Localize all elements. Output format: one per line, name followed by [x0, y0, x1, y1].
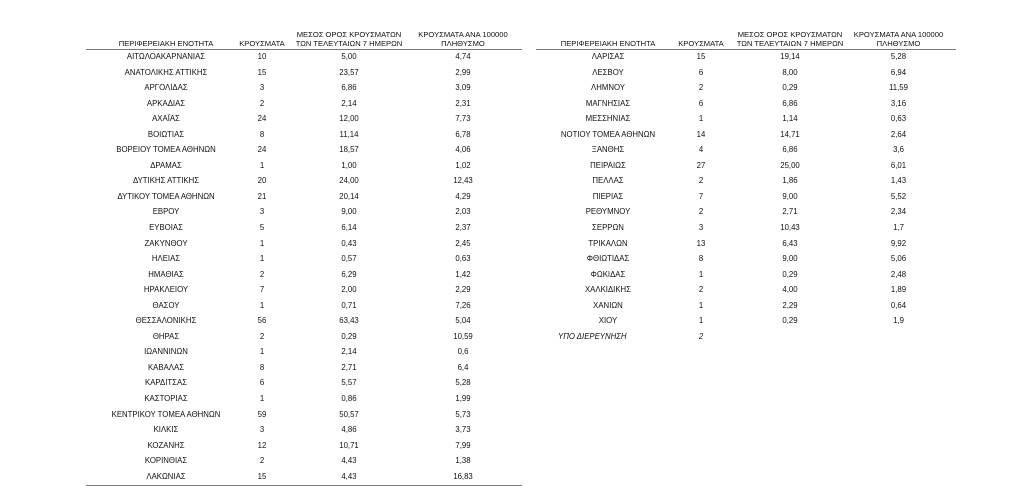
header-region: ΠΕΡΙΦΕΡΕΙΑΚΗ ΕΝΟΤΗΤΑ [560, 39, 656, 48]
cases-cell: 1 [698, 300, 704, 310]
table-row [536, 268, 956, 284]
under-investigation-label: ΥΠΟ ΔΙΕΡΕΥΝΗΣΗ [558, 331, 627, 341]
cases-cell: 12 [257, 440, 267, 450]
region-cell: ΑΡΓΟΛΙΔΑΣ [144, 83, 188, 93]
table-body [86, 50, 522, 486]
avg-7-days-cell: 24,00 [339, 176, 359, 186]
per-100k-cell: 7,26 [455, 300, 471, 310]
per-100k-cell: 1,99 [455, 394, 471, 404]
region-cell: ΚΑΡΔΙΤΣΑΣ [145, 378, 187, 388]
cases-cell: 1 [259, 238, 265, 248]
cases-cell: 2 [259, 269, 265, 279]
avg-7-days-cell: 4,86 [341, 425, 357, 435]
table-row [86, 439, 522, 455]
header-avg-7-days: ΜΕΣΟΣ ΟΡΟΣ ΚΡΟΥΣΜΑΤΩΝ ΤΩΝ ΤΕΛΕΥΤΑΙΩΝ 7 ΗΜΕΡΩΝ [736, 30, 844, 48]
cases-cell: 1 [698, 114, 704, 124]
table-row [536, 221, 956, 237]
per-100k-cell: 1,02 [455, 160, 471, 170]
region-cell: ΜΑΓΝΗΣΙΑΣ [585, 98, 631, 108]
region-cell: ΦΩΚΙΔΑΣ [590, 269, 626, 279]
table-row [86, 361, 522, 377]
table-body [536, 50, 956, 345]
table-row [536, 128, 956, 144]
avg-7-days-cell: 0,29 [782, 269, 798, 279]
avg-7-days-cell: 0,86 [341, 394, 357, 404]
per-100k-cell: 9,92 [890, 238, 907, 248]
table-row [536, 237, 956, 253]
avg-7-days-cell: 5,57 [341, 378, 357, 388]
table-row [86, 252, 522, 268]
per-100k-cell: 5,28 [455, 378, 471, 388]
avg-7-days-cell: 50,57 [339, 409, 359, 419]
avg-7-days-cell: 6,43 [782, 238, 798, 248]
region-cell: ΘΑΣΟΥ [152, 300, 180, 310]
avg-7-days-cell: 0,57 [341, 254, 357, 264]
region-cell: ΧΑΝΙΩΝ [593, 300, 623, 310]
per-100k-cell: 3,09 [455, 83, 471, 93]
cases-cell: 24 [257, 145, 267, 155]
region-cell: ΖΑΚΥΝΘΟΥ [144, 238, 188, 248]
cases-cell: 2 [698, 285, 704, 295]
per-100k-cell: 6,01 [890, 160, 907, 170]
per-100k-cell: 5,52 [890, 191, 907, 201]
region-cell: ΗΡΑΚΛΕΙΟΥ [143, 285, 189, 295]
avg-7-days-cell: 6,86 [782, 145, 798, 155]
table-row [86, 376, 522, 392]
table-row [86, 205, 522, 221]
cases-cell: 7 [259, 285, 265, 295]
per-100k-cell: 6,4 [457, 362, 469, 372]
region-cell: ΚΟΡΙΝΘΙΑΣ [144, 456, 188, 466]
table-row [86, 81, 522, 97]
cases-cell: 8 [698, 254, 704, 264]
per-100k-cell: 5,73 [455, 409, 471, 419]
cases-cell: 1 [259, 160, 265, 170]
cases-table-left [86, 12, 522, 486]
region-cell: ΒΟΡΕΙΟΥ ΤΟΜΕΑ ΑΘΗΝΩΝ [116, 145, 216, 155]
avg-7-days-cell: 6,14 [341, 223, 357, 233]
per-100k-cell: 0,64 [890, 300, 907, 310]
per-100k-cell: 5,04 [455, 316, 471, 326]
header-per-100k: ΚΡΟΥΣΜΑΤΑ ΑΝΑ 100000 ΠΛΗΘΥΣΜΟ [418, 30, 508, 48]
region-cell: ΕΥΒΟΙΑΣ [149, 223, 183, 233]
per-100k-cell: 10,59 [453, 331, 473, 341]
cases-cell: 3 [698, 223, 704, 233]
avg-7-days-cell: 1,86 [782, 176, 798, 186]
cases-cell: 1 [698, 269, 704, 279]
per-100k-cell: 7,99 [455, 440, 471, 450]
per-100k-cell: 4,06 [455, 145, 471, 155]
region-cell: ΑΡΚΑΔΙΑΣ [146, 98, 186, 108]
avg-7-days-cell: 9,00 [782, 254, 798, 264]
table-row [536, 252, 956, 268]
per-100k-cell: 1,38 [455, 456, 471, 466]
region-cell: ΞΑΝΘΗΣ [591, 145, 625, 155]
cases-cell: 3 [259, 83, 265, 93]
table-row [536, 112, 956, 128]
avg-7-days-cell: 14,71 [780, 129, 800, 139]
avg-7-days-cell: 2,14 [341, 347, 357, 357]
per-100k-cell: 2,03 [455, 207, 471, 217]
per-100k-cell: 0,63 [455, 254, 471, 264]
table-header [86, 12, 522, 50]
cases-cell: 1 [259, 347, 265, 357]
avg-7-days-cell: 19,14 [780, 52, 800, 61]
table-row [86, 454, 522, 470]
avg-7-days-cell: 6,86 [782, 98, 798, 108]
region-cell: ΤΡΙΚΑΛΩΝ [588, 238, 628, 248]
region-cell: ΙΩΑΝΝΙΝΩΝ [144, 347, 188, 357]
avg-7-days-cell: 12,00 [339, 114, 359, 124]
table-row [86, 190, 522, 206]
region-cell: ΑΙΤΩΛΟΑΚΑΡΝΑΝΙΑΣ [126, 52, 206, 61]
per-100k-cell: 0,63 [890, 114, 907, 124]
avg-7-days-cell: 0,29 [782, 83, 798, 93]
table-row [86, 299, 522, 315]
table-row [536, 159, 956, 175]
region-cell: ΔΥΤΙΚΟΥ ΤΟΜΕΑ ΑΘΗΝΩΝ [117, 191, 215, 201]
per-100k-cell: 2,45 [455, 238, 471, 248]
per-100k-cell: 0,6 [457, 347, 469, 357]
table-row [536, 190, 956, 206]
per-100k-cell: 2,64 [890, 129, 907, 139]
table-row [536, 205, 956, 221]
region-cell: ΚΑΒΑΛΑΣ [147, 362, 185, 372]
region-cell: ΡΕΘΥΜΝΟΥ [585, 207, 631, 217]
avg-7-days-cell: 20,14 [339, 191, 359, 201]
per-100k-cell: 3,16 [890, 98, 907, 108]
cases-cell: 1 [259, 394, 265, 404]
table-row [536, 81, 956, 97]
region-cell: ΧΙΟΥ [598, 316, 618, 326]
region-cell: ΜΕΣΣΗΝΙΑΣ [585, 114, 631, 124]
cases-cell: 2 [698, 83, 704, 93]
avg-7-days-cell: 8,00 [782, 67, 798, 77]
per-100k-cell: 1,9 [893, 316, 904, 326]
cases-cell: 1 [259, 300, 265, 310]
cases-cell: 21 [257, 191, 267, 201]
table-row [86, 330, 522, 346]
per-100k-cell: 3,6 [893, 145, 904, 155]
table-row [86, 128, 522, 144]
region-cell: ΛΕΣΒΟΥ [592, 67, 624, 77]
avg-7-days-cell: 10,43 [780, 223, 800, 233]
avg-7-days-cell: 0,71 [341, 300, 357, 310]
cases-cell: 14 [696, 129, 706, 139]
cases-cell: 27 [696, 160, 706, 170]
per-100k-cell: 6,94 [890, 67, 907, 77]
cases-cell: 2 [259, 98, 265, 108]
table-row [86, 408, 522, 424]
cases-cell: 6 [698, 67, 704, 77]
cases-cell: 10 [257, 52, 267, 61]
region-cell: ΛΑΚΩΝΙΑΣ [146, 471, 186, 481]
per-100k-cell: 1,89 [890, 285, 907, 295]
avg-7-days-cell: 0,29 [782, 316, 798, 326]
region-cell: ΣΕΡΡΩΝ [592, 223, 624, 233]
per-100k-cell: 16,83 [453, 471, 473, 481]
region-cell: ΠΕΙΡΑΙΩΣ [590, 160, 626, 170]
avg-7-days-cell: 2,29 [782, 300, 798, 310]
cases-cell: 13 [696, 238, 706, 248]
cases-cell: 24 [257, 114, 267, 124]
under-investigation-row [536, 330, 956, 346]
region-cell: ΔΡΑΜΑΣ [150, 160, 182, 170]
cases-cell: 8 [259, 129, 265, 139]
per-100k-cell: 2,34 [890, 207, 907, 217]
per-100k-cell: 11,59 [889, 83, 908, 93]
cases-cell: 3 [259, 207, 265, 217]
table-header [536, 12, 956, 50]
region-cell: ΝΟΤΙΟΥ ΤΟΜΕΑ ΑΘΗΝΩΝ [560, 129, 656, 139]
table-row [86, 314, 522, 330]
region-cell: ΛΑΡΙΣΑΣ [591, 52, 625, 61]
avg-7-days-cell: 0,29 [341, 331, 357, 341]
region-cell: ΧΑΛΚΙΔΙΚΗΣ [584, 285, 631, 295]
header-avg-7-days: ΜΕΣΟΣ ΟΡΟΣ ΚΡΟΥΣΜΑΤΩΝ ΤΩΝ ΤΕΛΕΥΤΑΙΩΝ 7 ΗΜΕΡΩΝ [295, 30, 403, 48]
region-cell: ΕΒΡΟΥ [152, 207, 180, 217]
region-cell: ΗΛΕΙΑΣ [151, 254, 181, 264]
table-row [536, 50, 956, 66]
table-row [86, 174, 522, 190]
cases-cell: 15 [257, 471, 267, 481]
cases-cell: 1 [698, 316, 704, 326]
avg-7-days-cell: 2,71 [341, 362, 357, 372]
per-100k-cell: 7,73 [455, 114, 471, 124]
cases-cell: 6 [698, 98, 704, 108]
per-100k-cell: 2,31 [455, 98, 471, 108]
table-row [86, 159, 522, 175]
avg-7-days-cell: 9,00 [341, 207, 357, 217]
region-cell: ΦΘΙΩΤΙΔΑΣ [586, 254, 630, 264]
table-row [86, 66, 522, 82]
table-row [86, 392, 522, 408]
per-100k-cell: 2,37 [455, 223, 471, 233]
table-row [86, 345, 522, 361]
under-investigation-cases: 2 [698, 331, 704, 341]
cases-cell: 2 [698, 176, 704, 186]
region-cell: ΑΝΑΤΟΛΙΚΗΣ ΑΤΤΙΚΗΣ [124, 67, 208, 77]
cases-cell: 7 [698, 191, 704, 201]
table-row [86, 237, 522, 253]
region-cell: ΚΙΛΚΙΣ [153, 425, 179, 435]
region-cell: ΒΟΙΩΤΙΑΣ [147, 129, 185, 139]
per-100k-cell: 4,74 [455, 52, 471, 61]
avg-7-days-cell: 1,00 [341, 160, 357, 170]
per-100k-cell: 1,42 [455, 269, 471, 279]
per-100k-cell: 6,78 [455, 129, 471, 139]
table-row [86, 143, 522, 159]
cases-cell: 2 [698, 207, 704, 217]
avg-7-days-cell: 4,00 [782, 285, 798, 295]
per-100k-cell: 5,06 [890, 254, 907, 264]
avg-7-days-cell: 6,29 [341, 269, 357, 279]
table-row [536, 314, 956, 330]
cases-cell: 2 [259, 456, 265, 466]
avg-7-days-cell: 5,00 [341, 52, 357, 61]
region-cell: ΠΕΛΛΑΣ [592, 176, 624, 186]
cases-cell: 8 [259, 362, 265, 372]
avg-7-days-cell: 2,00 [341, 285, 357, 295]
table-row [536, 299, 956, 315]
per-100k-cell: 4,29 [455, 191, 471, 201]
avg-7-days-cell: 23,57 [339, 67, 359, 77]
per-100k-cell: 1,43 [890, 176, 907, 186]
cases-cell: 56 [257, 316, 267, 326]
header-cases: ΚΡΟΥΣΜΑΤΑ [239, 39, 285, 48]
table-row [86, 221, 522, 237]
table-row [536, 283, 956, 299]
cases-cell: 2 [259, 331, 265, 341]
region-cell: ΔΥΤΙΚΗΣ ΑΤΤΙΚΗΣ [132, 176, 200, 186]
per-100k-cell: 5,28 [890, 52, 907, 61]
region-cell: ΚΕΝΤΡΙΚΟΥ ΤΟΜΕΑ ΑΘΗΝΩΝ [111, 409, 221, 419]
cases-cell: 15 [257, 67, 267, 77]
region-cell: ΗΜΑΘΙΑΣ [148, 269, 184, 279]
cases-cell: 15 [696, 52, 706, 61]
region-cell: ΛΗΜΝΟΥ [591, 83, 625, 93]
avg-7-days-cell: 25,00 [780, 160, 800, 170]
table-row [86, 470, 522, 486]
per-100k-cell: 3,73 [455, 425, 471, 435]
header-region: ΠΕΡΙΦΕΡΕΙΑΚΗ ΕΝΟΤΗΤΑ [118, 39, 214, 48]
region-cell: ΚΑΣΤΟΡΙΑΣ [144, 394, 188, 404]
avg-7-days-cell: 18,57 [339, 145, 359, 155]
avg-7-days-cell: 9,00 [782, 191, 798, 201]
avg-7-days-cell: 4,43 [341, 456, 357, 466]
region-cell: ΚΟΖΑΝΗΣ [147, 440, 185, 450]
avg-7-days-cell: 11,14 [339, 129, 359, 139]
avg-7-days-cell: 2,71 [782, 207, 798, 217]
table-row [536, 97, 956, 113]
per-100k-cell: 12,43 [453, 176, 473, 186]
table-row [86, 268, 522, 284]
header-cases: ΚΡΟΥΣΜΑΤΑ [678, 39, 724, 48]
table-row [86, 112, 522, 128]
table-row [86, 423, 522, 439]
table-row [86, 50, 522, 66]
table-row [536, 66, 956, 82]
cases-cell: 6 [259, 378, 265, 388]
avg-7-days-cell: 2,14 [341, 98, 357, 108]
cases-cell: 59 [257, 409, 267, 419]
per-100k-cell: 2,29 [455, 285, 471, 295]
avg-7-days-cell: 4,43 [341, 471, 357, 481]
table-row [86, 97, 522, 113]
cases-table-right [536, 12, 956, 345]
cases-cell: 1 [259, 254, 265, 264]
avg-7-days-cell: 1,14 [782, 114, 798, 124]
table-row [536, 174, 956, 190]
per-100k-cell: 2,48 [890, 269, 907, 279]
cases-cell: 5 [259, 223, 265, 233]
avg-7-days-cell: 10,71 [339, 440, 359, 450]
table-row [536, 143, 956, 159]
avg-7-days-cell: 6,86 [341, 83, 357, 93]
avg-7-days-cell: 63,43 [339, 316, 359, 326]
cases-cell: 3 [259, 425, 265, 435]
region-cell: ΠΙΕΡΙΑΣ [592, 191, 624, 201]
per-100k-cell: 2,99 [455, 67, 471, 77]
region-cell: ΘΗΡΑΣ [152, 331, 180, 341]
per-100k-cell: 1,7 [893, 223, 904, 233]
avg-7-days-cell: 0,43 [341, 238, 357, 248]
cases-cell: 20 [257, 176, 267, 186]
region-cell: ΘΕΣΣΑΛΟΝΙΚΗΣ [135, 316, 197, 326]
table-row [86, 283, 522, 299]
cases-cell: 4 [698, 145, 704, 155]
region-cell: ΑΧΑΪΑΣ [152, 114, 180, 124]
header-per-100k: ΚΡΟΥΣΜΑΤΑ ΑΝΑ 100000 ΠΛΗΘΥΣΜΟ [853, 30, 944, 48]
